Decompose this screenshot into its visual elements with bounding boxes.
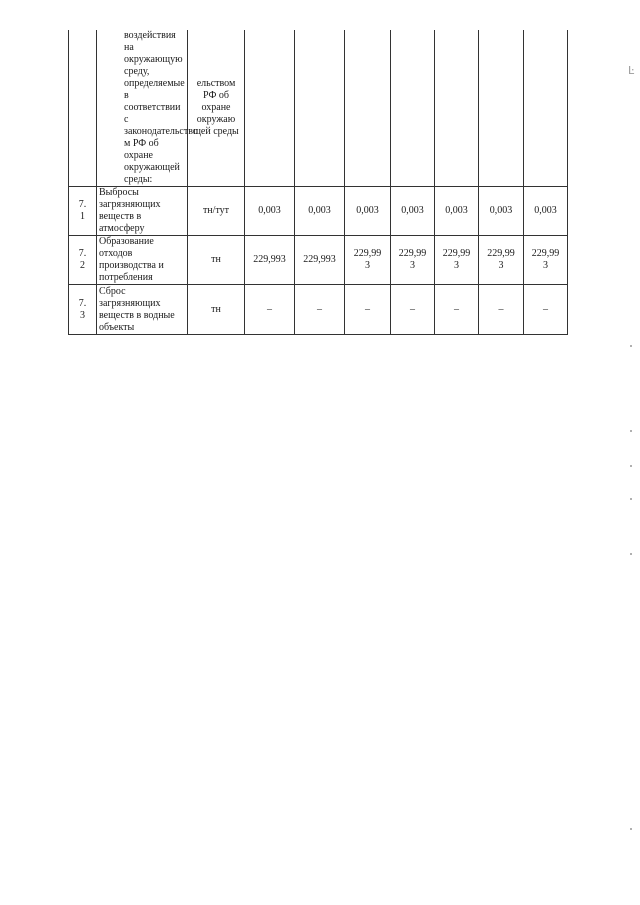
- table-row: [69, 285, 568, 335]
- scan-speck: [630, 553, 632, 555]
- cell-empty: [391, 30, 435, 187]
- table-row: [69, 236, 568, 285]
- row-value: 229,99 3: [435, 236, 479, 285]
- row-value: –: [435, 285, 479, 335]
- cell-empty: [524, 30, 568, 187]
- cell-unit-continued: ельством РФ об охране окружаю щей среды: [188, 30, 245, 187]
- row-value: 0,003: [479, 187, 524, 236]
- row-value: 229,993: [295, 236, 345, 285]
- row-name: Образование отходов производства и потребления: [97, 236, 188, 285]
- scan-speck: [630, 465, 632, 467]
- cell-empty: [245, 30, 295, 187]
- scan-artifact-glyph: Ŀ: [628, 64, 635, 77]
- row-unit: тн: [188, 236, 245, 285]
- row-value: 229,993: [245, 236, 295, 285]
- row-unit: тн: [188, 285, 245, 335]
- cell-empty: [479, 30, 524, 187]
- row-value: 0,003: [345, 187, 391, 236]
- row-value: –: [524, 285, 568, 335]
- row-value: –: [391, 285, 435, 335]
- row-value: 0,003: [391, 187, 435, 236]
- row-value: 0,003: [295, 187, 345, 236]
- row-value: 229,99 3: [391, 236, 435, 285]
- cell-num-empty: [69, 30, 97, 187]
- scan-speck: [630, 828, 632, 830]
- row-value: –: [295, 285, 345, 335]
- row-value: 0,003: [435, 187, 479, 236]
- row-name: Выбросы загрязняющих веществ в атмосферу: [97, 187, 188, 236]
- cell-empty: [295, 30, 345, 187]
- row-value: 229,99 3: [345, 236, 391, 285]
- cell-empty: [345, 30, 391, 187]
- row-value: –: [245, 285, 295, 335]
- row-value: 0,003: [245, 187, 295, 236]
- row-name: Сброс загрязняющих веществ в водные объекты: [97, 285, 188, 335]
- row-value: –: [345, 285, 391, 335]
- row-number: 7. 3: [69, 285, 97, 335]
- indicators-table: [68, 30, 568, 335]
- table-row: [69, 187, 568, 236]
- row-value: –: [479, 285, 524, 335]
- continued-row: [69, 30, 568, 187]
- cell-empty: [435, 30, 479, 187]
- row-number: 7. 1: [69, 187, 97, 236]
- row-value: 229,99 3: [524, 236, 568, 285]
- row-number: 7. 2: [69, 236, 97, 285]
- cell-name-continued: воздействия на окружающую среду, определяемые в соответствии с законодательство м РФ об охране окружающей среды:: [97, 30, 188, 187]
- row-value: 229,99 3: [479, 236, 524, 285]
- scan-speck: [630, 430, 632, 432]
- scan-speck: [630, 345, 632, 347]
- scan-speck: [630, 498, 632, 500]
- row-unit: тн/тут: [188, 187, 245, 236]
- row-value: 0,003: [524, 187, 568, 236]
